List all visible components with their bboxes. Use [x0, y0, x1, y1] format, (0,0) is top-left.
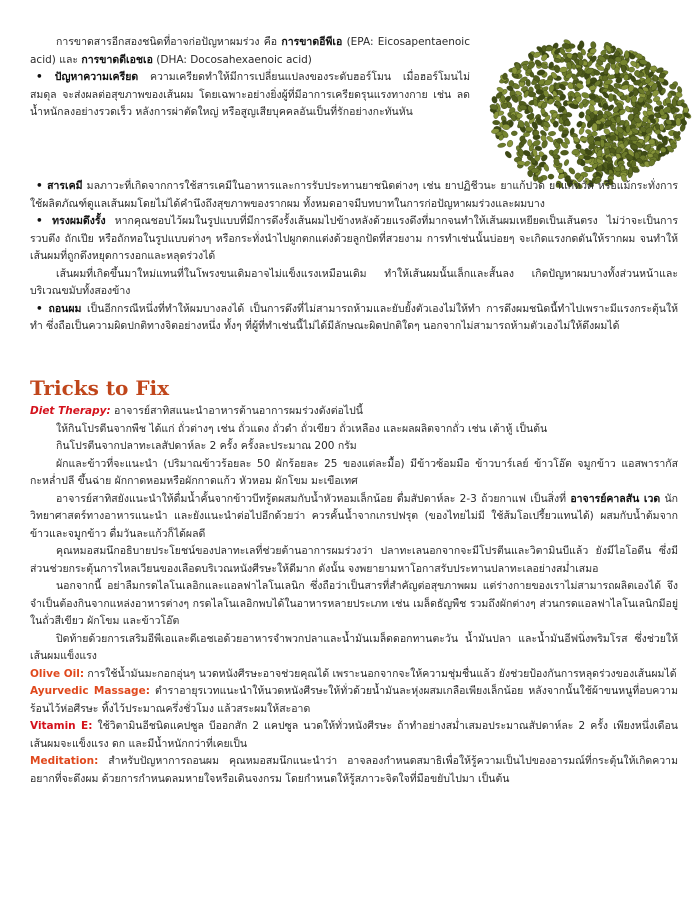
mung-bean [512, 67, 518, 75]
mung-bean [624, 50, 629, 58]
mung-bean [540, 108, 546, 115]
mung-bean [504, 150, 513, 159]
mung-bean [579, 40, 584, 48]
mung-bean [608, 93, 614, 101]
mung-bean [591, 131, 598, 137]
mung-bean [560, 150, 568, 155]
benefit-paragraph-1: คุณหมอสมนึกอธิบายประโยชน์ของปลาทะเลที่ช่วยต้านอาการผมร่วงว่า ปลาทะเลนอกจากจะมีโปรตีนและวิตามินบีแล้ว ยังมีไอโอดีน ซึ่งมีส่วนช่วยกระตุ้นการไหลเวียนของเลือดบริเวณหนังศีรษะให้ดีมาก ดังนั้น จงพยายามหาโอกาสรับประทานปลาทะเลอย่างสม่ำเสมอ [30, 545, 678, 575]
causes-section [30, 178, 678, 336]
mung-bean [676, 118, 681, 126]
intro-section [30, 34, 470, 122]
juice-paragraph: อาจารย์สาทิสยังแนะนำให้ดื่มน้ำคั้นจากข้าวบีทรู้ตผสมกับน้ำหัวหอมเล็กน้อย ดื่มสัปดาห์ละ 2-3 ถ้วยกาแฟ เป็นสิ่งที่ อาจารย์คาลสัน เวด นักวิทยาศาสตร์ทางอาหารแนะนำ และยังแนะนำต่อไปอีกด้วยว่า ควรคั้นน้ำจากเกรปฟรุต (ของไทยไม่มี ใช้ส้มโอเปรี้ยวแทนได้) ผสมกับน้ำต้มจากข้าวและจมูกข้าว ดื่มวันละแก้วก็ได้ผลดี [30, 492, 678, 540]
mung-bean [511, 131, 517, 136]
mung-bean [581, 91, 591, 99]
mung-bean [642, 116, 648, 123]
mung-bean [650, 66, 657, 71]
intro-paragraph: การขาดสารอีกสองชนิดที่อาจก่อปัญหาผมร่วง คือ การขาดอีพีเอ (EPA: Eicosapentaenoic acid) และ การขาดดีเอชเอ (DHA: Docosahexaenoic acid) [30, 36, 470, 66]
mung-bean [579, 59, 584, 65]
benefit-paragraph-3: ปิดท้ายด้วยการเสริมอีพีเอและดีเอชเอด้วยอาหารจำพวกปลาและน้ำมันเมล็ดดอกทานตะวัน น้ำมันปลา และน้ำมันอีฟนิ่งพริมโรส ซึ่งช่วยให้เส้นผมแข็งแรง [30, 632, 678, 662]
mung-bean [590, 41, 597, 49]
ayurvedic-massage-tip: Ayurvedic Massage: ตำราอายุรเวทแนะนำให้นวดหนังศีรษะให้ทั่วด้วยน้ำมันละหุ่งผสมเกลือเพียงเล็กน้อย หลังจากนั้นใช้ผ้าขนหนูที่อบความร้อนไว้ห่อศีรษะ ทิ้งไว้ประมาณครึ่งชั่วโมง แล้วสระผมให้สะอาด [30, 685, 678, 715]
mung-bean [516, 113, 522, 118]
mung-bean [536, 90, 543, 95]
mung-bean [621, 95, 628, 100]
mung-bean [586, 150, 593, 155]
mung-bean [603, 103, 609, 110]
mung-bean [527, 139, 532, 146]
mung-bean [600, 139, 605, 147]
vitamin-e-tip: Vitamin E: ใช้วิตามินอีชนิดแคปซูล บีออกสัก 2 แคปซูล นวดให้ทั่วหนังศีรษะ ถ้าทำอย่างสม่ำเสมอประมาณสัปดาห์ละ 2 ครั้ง เพียงหนึ่งเดือน เส้นผมจะแข็งแรง ดก และมีน้ำหนักกว่าที่เคยเป็น [30, 720, 678, 750]
mung-bean [506, 139, 514, 148]
tricks-heading: Tricks to Fix [30, 376, 170, 400]
mung-bean [497, 142, 506, 148]
mung-bean [604, 142, 611, 146]
mung-bean [628, 67, 635, 73]
mung-bean [568, 167, 576, 176]
cause-pulling: • ถอนผม เป็นอีกกรณีหนึ่งที่ทำให้ผมบางลงได้ เป็นการดึงที่ไม่สามารถห้ามและยับยั้งตัวเองไม่ให้ทำ การดึงผมชนิดนี้ทำไปเพราะมีแรงกระตุ้นให้ทำ ซึ่งถือเป็นความผิดปกติทางจิตอย่างหนึ่ง ทั้งๆ ที่ผู้ที่ทำเช่นนี้ไม่ได้มีลักษณะผิดปกติใดๆ นอกจากไม่สามารถห้ามตัวเองไม่ให้ดึงผมได้ [30, 302, 678, 332]
tricks-section [30, 403, 678, 788]
mung-bean [592, 123, 598, 131]
mung-bean [523, 132, 529, 137]
cause-hairstyle: • ทรงผมดึงรั้ง หากคุณชอบไว้ผมในรูปแบบที่มีการดึงรั้งเส้นผมไปข้างหลังด้วยแรงดึงที่มากจนทำให้เส้นผมเหยียดเป็นเส้นตรง ไม่ว่าจะเป็นการรวบตึง ถักเปีย หรือถักทอในรูปแบบต่างๆ หรือกระทั่งนำไปผูกตกแต่งด้วยลูกปัดที่สวยงาม การทำเช่นนั้นบ่อยๆ จะเกิดแรงกดดันให้รากผม จนทำให้เส้นผมที่ถูกดึงหยุดการงอกและหลุดร่วงได้ [30, 215, 678, 262]
diet-line-3: ผักและข้าวที่จะแนะนำ (ปริมาณข้าวร้อยละ 50 ผักร้อยละ 25 ของแต่ละมื้อ) มีข้าวซ้อมมือ ข้าวบาร์เลย์ ข้าวโอ๊ต จมูกข้าว แอสพารากัส กะหล่ำปลี ขึ้นฉ่าย ผักกาดหอมหรือผักกาดแก้ว หัวหอม ผักโขม มะเขือเทศ [30, 457, 678, 487]
benefit-paragraph-2: นอกจากนี้ อย่าลืมกรดไลโนเลอิกและแอลฟาไลโนเลนิก ซึ่งถือว่าเป็นสารที่สำคัญต่อสุขภาพผม แต่ร่างกายของเราไม่สามารถผลิตเองได้ จึงจำเป็นต้องกินจากแหล่งอาหารต่างๆ กรดไลโนเลอิกพบได้ในอาหารหลายประเภท เช่น เมล็ดธัญพืช รวมถึงผักต่างๆ ส่วนกรดแอลฟาไลโนเลนิกมีอยู่ในถั่วสีเขียว ผักโขม และข้าวโอ๊ต [30, 580, 678, 627]
mung-bean [578, 111, 585, 119]
mung-bean [502, 124, 510, 130]
diet-therapy-intro: Diet Therapy: อาจารย์สาทิสแนะนำอาหารต้านอาการผมร่วงดังต่อไปนี้ [30, 405, 363, 417]
mung-bean [492, 120, 500, 125]
diet-line-2: กินโปรตีนจากปลาทะเลสัปดาห์ละ 2 ครั้ง ครั้งละประมาณ 200 กรัม [56, 440, 357, 452]
mung-beans-photo [488, 24, 694, 192]
mung-bean [562, 130, 569, 135]
mung-bean [548, 131, 556, 136]
mung-bean [620, 60, 628, 66]
diet-line-1: ให้กินโปรตีนจากพืช ได้แก่ ถั่วต่างๆ เช่น ถั่วแดง ถั่วดำ ถั่วเขียว ถั่วเหลือง และผลผลิตจากถั่ว เช่น เต้าหู้ เป็นต้น [56, 422, 548, 435]
mung-bean [648, 139, 655, 145]
meditation-tip: Meditation: สำหรับปัญหาการถอนผม คุณหมอสมนึกแนะนำว่า อาจลองกำหนดสมาธิเพื่อให้รู้ความเป็นไปของอารมณ์ที่กระตุ้นให้เกิดความอยากที่จะดึงผม ด้วยการกำหนดลมหายใจหรือเดินจงกรม โดยกำหนดให้รู้สภาวะจิตใจที่มือขยับไปมา เป็นต้น [30, 755, 678, 785]
olive-oil-tip: Olive Oil: การใช้น้ำมันมะกอกอุ่นๆ นวดหนังศีรษะอาจช่วยคุณได้ เพราะนอกจากจะให้ความชุ่มชื่นแล้ว ยังช่วยป้องกันการหลุดร่วงของเส้นผมได้ [30, 667, 677, 680]
mung-bean [579, 102, 584, 109]
cause-chemicals: • สารเคมี มลภาวะที่เกิดจากการใช้สารเคมีในอาหารและการรับประทานยาชนิดต่างๆ เช่น ยาปฏิชีวนะ ยาแก้ปวด ยาแก้หวัด หรือแม้กระทั่งการใช้ผลิตภัณฑ์ดูแลเส้นผมโดยไม่ได้คำนึงถึงสุขภาพของรากผม ทั้งหมดอาจมีบทบาทในการก่อปัญหาผมร่วงและผมบาง [30, 180, 678, 210]
mung-bean [557, 168, 564, 173]
mung-bean [563, 159, 570, 167]
cause-hairstyle-followup: เส้นผมที่เกิดขึ้นมาใหม่แทนที่ในโพรงขนเดิมอาจไม่แข็งแรงเหมือนเดิม ทำให้เส้นผมนั้นเล็กและสั้นลง เกิดปัญหาผมบางทั้งส่วนหน้าและบริเวณขมับทั้งสองข้าง [30, 267, 678, 297]
mung-bean [615, 67, 620, 74]
cause-stress: • ปัญหาความเครียด ความเครียดทำให้มีการเปลี่ยนแปลงของระดับฮอร์โมน เมื่อฮอร์โมนไม่สมดุล จะส่งผลต่อสุขภาพของเส้นผม โดยเฉพาะอย่างยิ่งผู้ที่มีอาการเครียดรุนแรงทางกาย เช่น ลดน้ำหนักลงอย่างรวดเร็ว หลังการผ่าตัดใหญ่ หรือสูญเสียบุคคลอันเป็นที่รักอย่างกะทันหัน [30, 71, 470, 118]
